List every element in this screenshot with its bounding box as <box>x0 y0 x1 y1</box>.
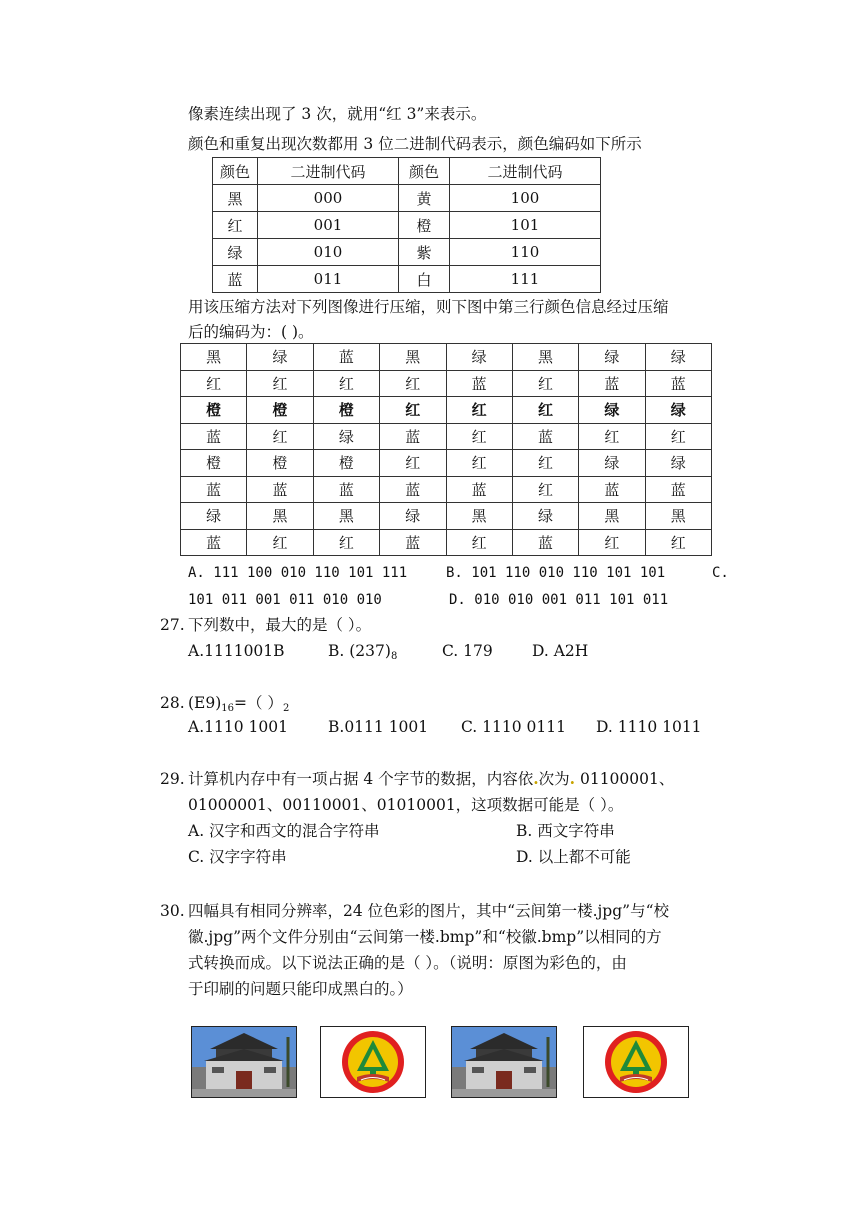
q26-option-d[interactable]: D. 010 010 001 011 101 011 <box>449 592 669 608</box>
q26-option-b[interactable]: B. 101 110 010 110 101 101 <box>446 565 666 581</box>
grid-cell: 红 <box>247 370 313 397</box>
grid-cell: 绿 <box>446 344 512 371</box>
grid-row <box>181 503 712 530</box>
q27-option-b-text: B. (237) <box>328 642 391 660</box>
q29-line-1-b: 次为 <box>538 770 570 788</box>
color-code-table <box>212 157 601 293</box>
q29-option-d[interactable]: D. 以上都不可能 <box>516 848 631 866</box>
q28-number: 28. <box>160 694 185 712</box>
grid-cell: 橙 <box>181 397 247 424</box>
q30-line-2: 徽.jpg”两个文件分别由“云间第一楼.bmp”和“校徽.bmp”以相同的方 <box>188 928 662 946</box>
q26-line-1: 用该压缩方法对下列图像进行压缩，则下图中第三行颜色信息经过压缩 <box>188 298 669 316</box>
grid-row <box>181 370 712 397</box>
grid-cell: 蓝 <box>645 476 711 503</box>
grid-cell: 绿 <box>579 397 645 424</box>
building-icon <box>192 1027 296 1097</box>
table-row <box>213 266 601 293</box>
table-header-cell: 颜色 <box>213 158 258 185</box>
grid-cell: 绿 <box>512 503 578 530</box>
grid-cell: 红 <box>512 370 578 397</box>
q28-option-c[interactable]: C. 1110 0111 <box>461 718 566 736</box>
q30-line-4: 于印刷的问题只能印成黑白的。） <box>188 980 413 998</box>
grid-cell: 绿 <box>181 503 247 530</box>
q28-text-pre: (E9) <box>188 694 222 712</box>
q29-line-2: 01000001、00110001、01010001，这项数据可能是（ ）。 <box>188 796 624 814</box>
grid-cell: 红 <box>313 529 379 556</box>
grid-row <box>181 476 712 503</box>
grid-row <box>181 423 712 450</box>
grid-cell: 黑 <box>181 344 247 371</box>
grid-cell: 蓝 <box>579 476 645 503</box>
table-header-cell: 颜色 <box>399 158 450 185</box>
table-cell: 110 <box>450 239 601 266</box>
grid-cell: 黑 <box>380 344 446 371</box>
grid-cell: 红 <box>446 397 512 424</box>
q27-option-c[interactable]: C. 179 <box>442 642 493 660</box>
table-cell: 100 <box>450 185 601 212</box>
grid-cell: 黑 <box>313 503 379 530</box>
table-cell: 001 <box>258 212 399 239</box>
q29-option-c[interactable]: C. 汉字字符串 <box>188 848 287 866</box>
grid-cell: 蓝 <box>380 476 446 503</box>
grid-cell: 红 <box>446 529 512 556</box>
grid-cell: 红 <box>579 529 645 556</box>
grid-cell: 蓝 <box>247 476 313 503</box>
grid-cell: 蓝 <box>181 529 247 556</box>
q29-option-b[interactable]: B. 西文字符串 <box>516 822 615 840</box>
grid-cell: 绿 <box>380 503 446 530</box>
table-row <box>213 239 601 266</box>
grid-cell: 黑 <box>247 503 313 530</box>
grid-cell: 绿 <box>579 344 645 371</box>
q27-option-a[interactable]: A.1111001B <box>188 642 285 660</box>
table-cell: 红 <box>213 212 258 239</box>
grid-row <box>181 450 712 477</box>
table-cell: 黑 <box>213 185 258 212</box>
building-icon <box>452 1027 556 1097</box>
q27-option-b[interactable] <box>328 640 397 668</box>
grid-cell: 蓝 <box>380 423 446 450</box>
q28-sub-base2: 2 <box>282 703 290 714</box>
image-color-grid <box>180 343 712 556</box>
table-cell: 紫 <box>399 239 450 266</box>
grid-cell: 橙 <box>313 397 379 424</box>
q28-option-d[interactable]: D. 1110 1011 <box>596 718 702 736</box>
grid-cell: 蓝 <box>512 423 578 450</box>
grid-cell: 蓝 <box>380 529 446 556</box>
grid-cell: 橙 <box>181 450 247 477</box>
grid-cell: 红 <box>380 450 446 477</box>
grid-cell: 红 <box>512 450 578 477</box>
grid-cell: 橙 <box>313 450 379 477</box>
q29-line-1 <box>188 768 674 790</box>
grid-cell: 红 <box>380 370 446 397</box>
q26-option-c-label[interactable]: C. <box>712 565 729 581</box>
grid-cell: 黑 <box>579 503 645 530</box>
grid-cell: 红 <box>645 529 711 556</box>
table-cell: 橙 <box>399 212 450 239</box>
q30-number: 30. <box>160 902 185 920</box>
q30-line-1: 四幅具有相同分辨率，24 位色彩的图片，其中“云间第一楼.jpg”与“校 <box>188 902 670 920</box>
grid-cell: 红 <box>247 423 313 450</box>
grid-cell: 红 <box>512 476 578 503</box>
grid-cell: 蓝 <box>446 476 512 503</box>
table-cell: 101 <box>450 212 601 239</box>
grid-cell: 红 <box>446 423 512 450</box>
grid-cell: 黑 <box>512 344 578 371</box>
grid-cell: 绿 <box>645 344 711 371</box>
badge-icon <box>321 1027 425 1097</box>
table-header-cell: 二进制代码 <box>450 158 601 185</box>
badge-icon <box>584 1027 688 1097</box>
q29-line-1-a: 计算机内存中有一项占据 4 个字节的数据，内容依 <box>188 770 534 788</box>
grid-cell: 红 <box>512 397 578 424</box>
grid-cell: 红 <box>247 529 313 556</box>
grid-cell: 蓝 <box>512 529 578 556</box>
q27-option-d[interactable]: D. A2H <box>532 642 589 660</box>
q29-dot: . <box>533 769 539 788</box>
grid-cell: 绿 <box>313 423 379 450</box>
table-cell: 绿 <box>213 239 258 266</box>
grid-cell: 绿 <box>645 397 711 424</box>
table-header-row <box>213 158 601 185</box>
grid-cell: 红 <box>380 397 446 424</box>
grid-row <box>181 344 712 371</box>
table-cell: 白 <box>399 266 450 293</box>
grid-cell: 绿 <box>579 450 645 477</box>
grid-cell: 橙 <box>247 397 313 424</box>
q29-line-1-c: 01100001、 <box>575 770 675 788</box>
q30-line-3: 式转换而成。以下说法正确的是（ ）。（说明：原图为彩色的，由 <box>188 954 627 972</box>
grid-cell: 绿 <box>645 450 711 477</box>
grid-cell: 蓝 <box>446 370 512 397</box>
grid-row <box>181 529 712 556</box>
q29-number: 29. <box>160 770 185 788</box>
table-row <box>213 212 601 239</box>
q26-line-2: 后的编码为：( )。 <box>188 323 314 341</box>
table-cell: 000 <box>258 185 399 212</box>
table-cell: 010 <box>258 239 399 266</box>
grid-cell: 黑 <box>645 503 711 530</box>
q29-option-a[interactable]: A. 汉字和西文的混合字符串 <box>188 822 380 840</box>
table-header-cell: 二进制代码 <box>258 158 399 185</box>
intro-line-2: 颜色和重复出现次数都用 3 位二进制代码表示，颜色编码如下所示 <box>188 135 642 153</box>
grid-row <box>181 397 712 424</box>
grid-cell: 蓝 <box>645 370 711 397</box>
q27-text: 下列数中，最大的是（ ）。 <box>188 616 372 634</box>
grid-cell: 橙 <box>247 450 313 477</box>
q29-dot: . <box>569 769 576 788</box>
building-photo <box>451 1026 557 1098</box>
grid-cell: 蓝 <box>313 344 379 371</box>
grid-cell: 蓝 <box>181 476 247 503</box>
grid-cell: 蓝 <box>181 423 247 450</box>
intro-line-1: 像素连续出现了 3 次，就用“红 3”来表示。 <box>188 105 487 123</box>
q26-option-c[interactable]: 101 011 001 011 010 010 <box>188 592 382 608</box>
school-badge <box>583 1026 689 1098</box>
grid-cell: 红 <box>181 370 247 397</box>
grid-cell: 红 <box>645 423 711 450</box>
grid-cell: 红 <box>446 450 512 477</box>
table-cell: 蓝 <box>213 266 258 293</box>
grid-cell: 红 <box>579 423 645 450</box>
table-cell: 011 <box>258 266 399 293</box>
q28-option-b[interactable]: B.0111 1001 <box>328 718 429 736</box>
q27-number: 27. <box>160 616 185 634</box>
q28-option-a[interactable]: A.1110 1001 <box>188 718 288 736</box>
table-cell: 黄 <box>399 185 450 212</box>
grid-cell: 绿 <box>247 344 313 371</box>
building-photo <box>191 1026 297 1098</box>
q27-option-b-sub: 8 <box>390 651 398 662</box>
grid-cell: 红 <box>313 370 379 397</box>
grid-cell: 蓝 <box>313 476 379 503</box>
grid-cell: 蓝 <box>579 370 645 397</box>
table-row <box>213 185 601 212</box>
q26-option-a[interactable]: A. 111 100 010 110 101 111 <box>188 565 408 581</box>
table-cell: 111 <box>450 266 601 293</box>
q28-text-post: =（ ） <box>234 694 283 712</box>
grid-cell: 黑 <box>446 503 512 530</box>
q28-sub-base: 16 <box>221 703 235 714</box>
school-badge <box>320 1026 426 1098</box>
